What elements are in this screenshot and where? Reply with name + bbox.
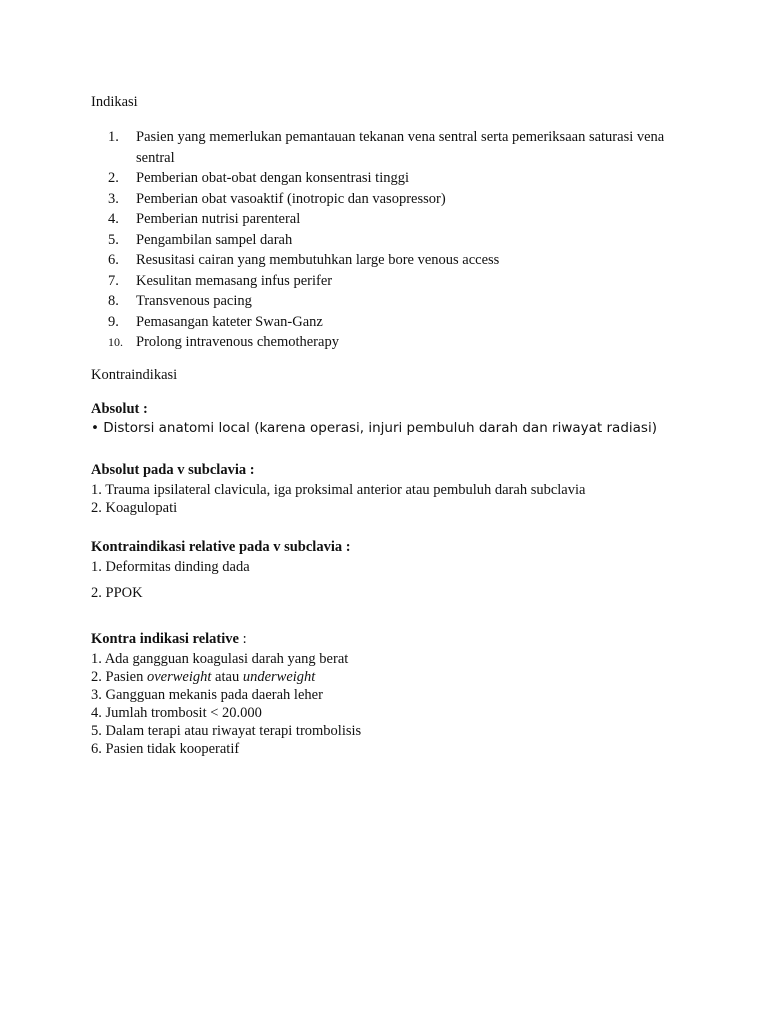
list-item: 8. Transvenous pacing xyxy=(108,293,252,309)
absolut-subclavia-heading: Absolut pada v subclavia : xyxy=(91,462,255,478)
list-item: 10. Prolong intravenous chemotherapy xyxy=(108,334,339,350)
absolut-list xyxy=(91,419,711,437)
list-item: 2. Pemberian obat-obat dengan konsentrasi tinggi xyxy=(108,170,410,186)
list-item: 6. Pasien tidak kooperatif xyxy=(91,741,240,757)
list-item: 6. Resusitasi cairan yang membutuhkan large bore venous access xyxy=(108,252,500,268)
list-item: 1. Trauma ipsilateral clavicula, iga proksimal anterior atau pembuluh darah subclavia xyxy=(91,482,586,498)
list-item: • Distorsi anatomi local (karena operasi, injuri pembuluh darah dan riwayat radiasi) xyxy=(91,420,657,436)
list-item: 2. Koagulopati xyxy=(91,500,178,516)
relative-heading: Kontra indikasi relative : xyxy=(91,631,247,647)
list-item: 3. Pemberian obat vasoaktif (inotropic dan vasopressor) xyxy=(108,190,446,207)
relative-subclavia-heading: Kontraindikasi relative pada v subclavia : xyxy=(91,539,351,555)
kontraindikasi-heading: Kontraindikasi xyxy=(91,367,178,383)
list-item: 1. Pasien yang memerlukan pemantauan tekanan vena sentral serta pemeriksaan saturasi vena sentral xyxy=(108,129,665,166)
absolut-heading: Absolut : xyxy=(91,401,148,417)
indikasi-heading: Indikasi xyxy=(91,94,138,110)
list-item: 3. Gangguan mekanis pada daerah leher xyxy=(91,687,323,703)
list-item: 7. Kesulitan memasang infus perifer xyxy=(108,272,333,289)
relative-list xyxy=(91,650,711,758)
list-item: 4. Pemberian nutrisi parenteral xyxy=(108,211,301,227)
list-item: 2. PPOK xyxy=(91,585,143,601)
absolut-subclavia-list xyxy=(91,481,711,517)
indikasi-list xyxy=(108,127,668,353)
list-item: 5. Pengambilan sampel darah xyxy=(108,231,293,248)
list-item: 2. Pasien overweight atau underweight xyxy=(91,669,316,685)
list-item: 1. Ada gangguan koagulasi darah yang berat xyxy=(91,651,349,667)
list-item: 1. Deformitas dinding dada xyxy=(91,559,250,575)
relative-subclavia-list xyxy=(91,558,711,602)
list-item: 5. Dalam terapi atau riwayat terapi trombolisis xyxy=(91,723,362,739)
list-item: 9. Pemasangan kateter Swan-Ganz xyxy=(108,313,323,330)
list-item: 4. Jumlah trombosit < 20.000 xyxy=(91,705,262,721)
